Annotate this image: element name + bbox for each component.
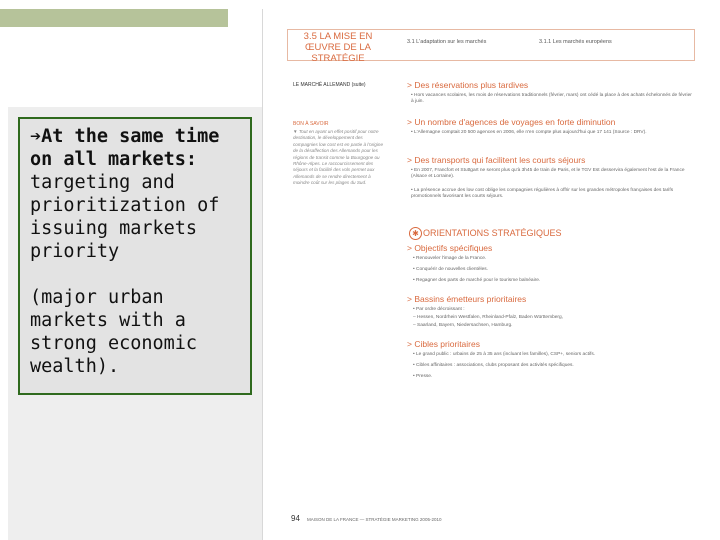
page-header-title: 3.5 LA MISE EN ŒUVRE DE LA STRATÉGIE <box>303 31 373 64</box>
callout-note: (major urban markets with a strong economic wealth). <box>30 287 198 377</box>
orientations-heading: ORIENTATIONS STRATÉGIQUES <box>423 228 562 238</box>
targets-title: > Cibles prioritaires <box>407 339 480 349</box>
objective-item: • Conquérir de nouvelles clientèles. <box>413 267 489 272</box>
section-body-3b: • La présence accrue des low cost oblige les compagnies régulières à offrir sur les grandes métropoles françaises des tarifs promotionnels favorisant les courts séjours. <box>411 188 674 200</box>
target-item: • Presse. <box>413 374 433 379</box>
target-item: • Le grand public : urbains de 25 à 35 ans (incluant les familles), CSP+, seniors actifs. <box>413 352 596 357</box>
section-title-1: > Des réservations plus tardives <box>407 80 529 90</box>
compass-icon: ✱ <box>409 227 422 240</box>
callout-body: targeting and prioritization of issuing markets priority <box>30 172 220 262</box>
top-accent-bar <box>0 9 228 27</box>
basin-item: – Saarland, Bayern, Niedersachsen, Hamburg. <box>413 323 513 328</box>
a-savoir-label: BON À SAVOIR <box>293 121 329 127</box>
target-item: • Cibles affinitaires : associations, clubs proposant des activités spécifiques. <box>413 363 574 368</box>
basin-item: – Hessen, Nordrhein Westfalen, Rheinland-Pfalz, Baden Württemberg, <box>413 315 564 320</box>
basin-item: • Par ordre décroissant : <box>413 307 465 312</box>
objectives-title: > Objectifs spécifiques <box>407 243 493 253</box>
section-body-1: • Hors vacances scolaires, les mois de réservations traditionnels (février, mars) ont cédé la place à des achats échelonnés de février à juin. <box>411 93 692 105</box>
arrow-right-icon: ➔ <box>30 126 42 147</box>
section-body-2: • L'Allemagne comptait 20 500 agences en 2006, elle n'en compte plus aujourd'hui que 17 141 (Source : DRV). <box>411 130 647 135</box>
section-title-2: > Un nombre d'agences de voyages en forte diminution <box>407 117 616 127</box>
page-header-subsection: 3.1.1 Les marchés européens <box>539 39 612 45</box>
a-savoir-body: ▼ Tout en ayant un effet positif pour notre destination, le développement des compagnies low cost est en partie à l'origine de la désaffection des Allemands pour les régions de transit comme la Bourgogne ou Rhône-Alpes. Le raccourcissement des séjours et la facilité des vols permet aux Allemands de se rendre directement à moindre coût sur les plages du Sud. <box>293 129 383 186</box>
section-body-3a: • En 2007, Francfort et Stuttgart ne seront plus qu'à 3h45 de train de Paris, et le TGV Est desservira également l'est de la France (Alsace et Lorraine). <box>411 168 685 180</box>
market-label: LE MARCHÉ ALLEMAND (suite) <box>293 82 366 88</box>
objective-item: • Regagner des parts de marché pour le tourisme balnéaire. <box>413 278 541 283</box>
objective-item: • Renouveler l'image de la France. <box>413 256 487 261</box>
callout-box <box>18 117 252 395</box>
callout-heading: At the same time on all markets: <box>30 126 220 170</box>
section-title-3: > Des transports qui facilitent les courts séjours <box>407 155 586 165</box>
page-footer: MAISON DE LA FRANCE — STRATÉGIE MARKETING 2005-2010 <box>307 517 442 522</box>
basins-title: > Bassins émetteurs prioritaires <box>407 294 527 304</box>
page-number: 94 <box>291 514 300 523</box>
page-header-section: 3.1 L'adaptation sur les marchés <box>407 39 487 45</box>
scanned-page <box>262 9 708 540</box>
